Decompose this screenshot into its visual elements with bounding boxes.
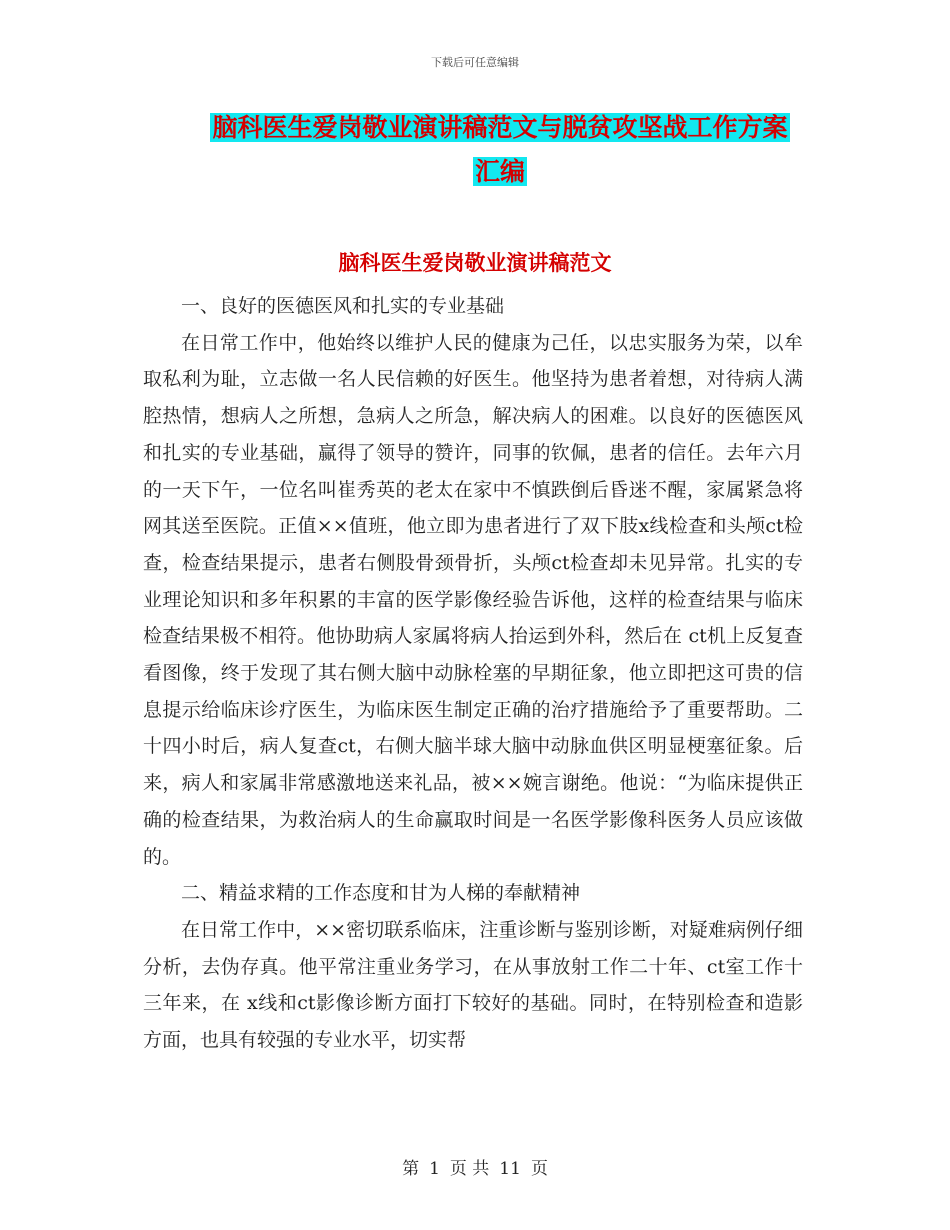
document-body (143, 288, 803, 1059)
section-title: 脑科医生爱岗敬业演讲稿范文 (338, 250, 612, 275)
paragraph-1: 在日常工作中，他始终以维护人民的健康为己任，以忠实服务为荣，以牟取私利为耻，立志做一名人民信赖的好医生。他坚持为患者着想，对待病人满腔热情，想病人之所想，急病人之所急，解决病人的困难。以良好的医德医风和扎实的专业基础，赢得了领导的赞许，同事的钦佩，患者的信任。去年六月的一天下午，一位名叫崔秀英的老太在家中不慎跌倒后昏迷不醒，家属紧急将网其送至医院。正值××值班，他立即为患者进行了双下肢x线检查和头颅ct检查，检查结果提示，患者右侧股骨颈骨折，头颅ct检查却未见异常。扎实的专业理论知识和多年积累的丰富的医学影像经验告诉他，这样的检查结果与临床检查结果极不相符。他协助病人家属将病人抬运到外科，然后在 ct机上反复查看图像，终于发现了其右侧大脑中动脉栓塞的早期征象，他立即把这可贵的信息提示给临床诊疗医生，为临床医生制定正确的治疗措施给予了重要帮助。二十四小时后，病人复查ct，右侧大脑半球大脑中动脉血供区明显梗塞征象。后来，病人和家属非常感激地送来礼品，被××婉言谢绝。他说：“为临床提供正确的检查结果，为救治病人的生命赢取时间是一名医学影像科医务人员应该做的。 (143, 331, 803, 868)
footer-current-page: 1 (429, 1159, 440, 1179)
heading-1: 一、良好的医德医风和扎实的专业基础 (181, 295, 505, 317)
heading-2: 二、精益求精的工作态度和甘为人梯的奉献精神 (181, 882, 581, 905)
document-title-line-1: 脑科医生爱岗敬业演讲稿范文与脱贫攻坚战工作方案 (212, 113, 788, 142)
paragraph-2: 在日常工作中，××密切联系临床，注重诊断与鉴别诊断，对疑难病例仔细分析，去伪存真。他平常注重业务学习，在从事放射工作二十年、ct室工作十三年来，在 x线和ct影像诊断方面打下较好的基础。同时，在特别检查和造影方面，也具有较强的专业水平，切实帮 (143, 918, 803, 1052)
page-footer (0, 1154, 950, 1179)
header-note: 下载后可任意编辑 (431, 56, 519, 69)
document-title-line-2: 汇编 (474, 157, 525, 186)
footer-total-pages: 11 (499, 1159, 521, 1179)
footer-suffix: 页 (530, 1159, 548, 1179)
footer-prefix: 第 (402, 1159, 420, 1179)
document-title (150, 106, 850, 194)
footer-middle: 页 共 (449, 1159, 490, 1179)
